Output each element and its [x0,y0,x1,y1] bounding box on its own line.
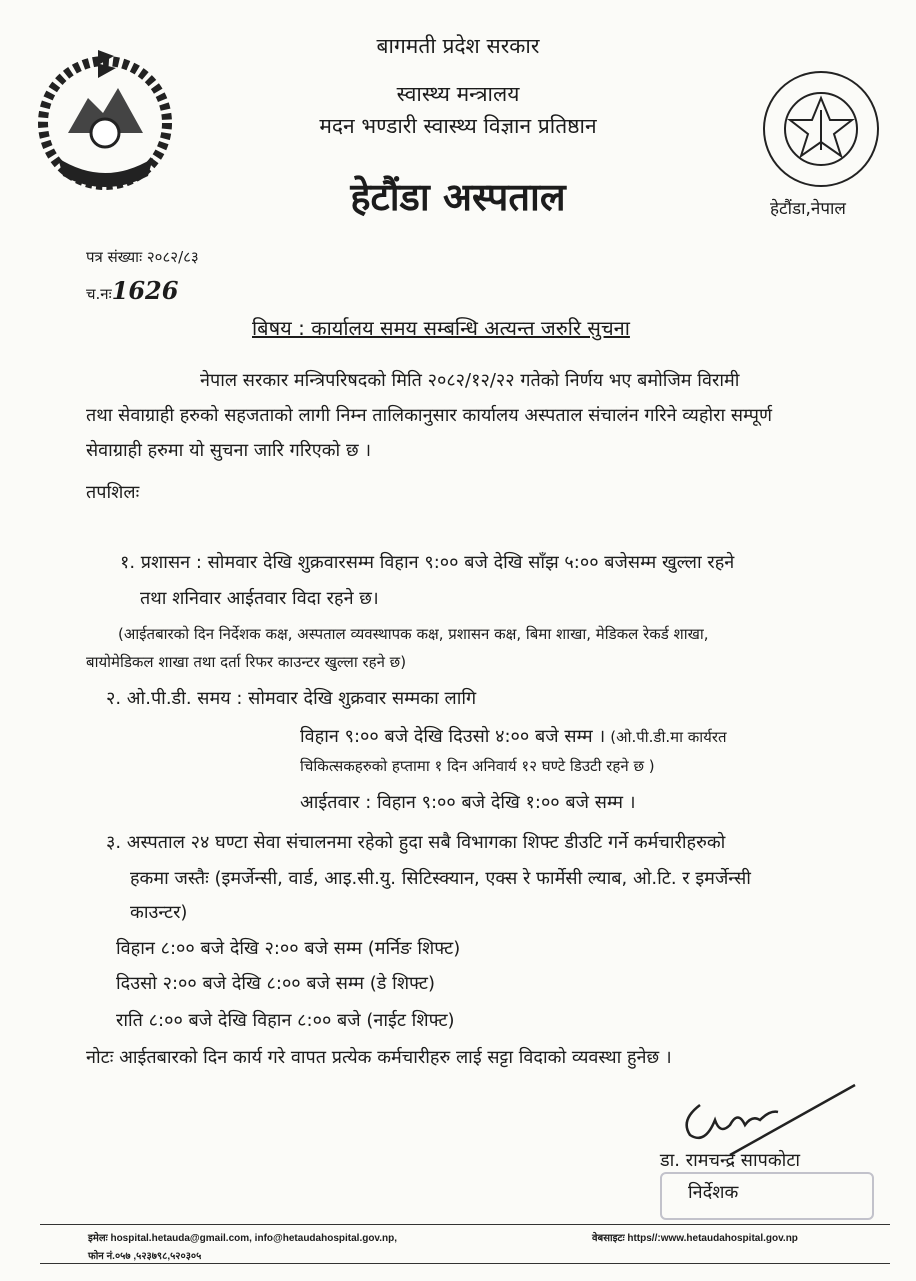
item3-line: हकमा जस्तैः (इमर्जेन्सी, वार्ड, आइ.सी.यु. सिटिस्क्यान, एक्स रे फार्मेसी ल्याब, ओ.टि. र इमर्जेन्सी [130,868,751,889]
opd-weekday-hours: विहान ९:०० बजे देखि दिउसो ४:०० बजे सम्म । [300,726,606,747]
item2-heading: २. ओ.पी.डी. समय : सोमवार देखि शुक्रवार सम्मका लागि [106,688,477,709]
body-para-line: नेपाल सरकार मन्त्रिपरिषदको मिति २०८२/१२/२२ गतेको निर्णय भए बमोजिम विरामी [200,370,740,391]
signatory-name: डा. रामचन्द्र सापकोटा [660,1150,801,1171]
body-para-line: सेवाग्राही हरुमा यो सुचना जारि गरिएको छ । [86,440,372,461]
shift-night: राति ८:०० बजे देखि विहान ८:०० बजे (नाईट शिफ्ट) [116,1010,455,1031]
item3-line: काउन्टर) [130,902,188,923]
opd-note-cont: चिकित्सकहरुको हप्तामा १ दिन अनिवार्य १२ घण्टे डिउटी रहने छ ) [300,757,655,775]
dispatch-handwritten: 1626 [111,276,179,305]
opd-note: (ओ.पी.डी.मा कार्यरत [610,728,727,746]
academy-name: मदन भण्डारी स्वास्थ्य विज्ञान प्रतिष्ठान [319,114,597,138]
shift-morning: विहान ८:०० बजे देखि २:०० बजे सम्म (मर्निङ शिफ्ट) [116,938,461,959]
seal-caption: हेटौंडा,नेपाल [770,199,846,219]
item1-note: बायोमेडिकल शाखा तथा दर्ता रिफर काउन्टर खुल्ला रहने छ) [86,653,407,671]
subject-heading: बिषय : कार्यालय समय सम्बन्धि अत्यन्त जरुरि सुचना [252,316,630,340]
footer-website: वेबसाइटः https//:www.hetaudahospital.gov.np [592,1233,798,1244]
note-line: नोटः आईतबारको दिन कार्य गरे वापत प्रत्येक कर्मचारीहरु लाई सट्टा विदाको व्यवस्था हुनेछ । [86,1047,672,1068]
opd-hours [300,724,727,748]
shift-day: दिउसो २:०० बजे देखि ८:०० बजे सम्म (डे शिफ्ट) [116,973,436,994]
footer-rule-top [40,1224,890,1225]
item1-note: (आईतबारको दिन निर्देशक कक्ष, अस्पताल व्यवस्थापक कक्ष, प्रशासन कक्ष, बिमा शाखा, मेडिकल रेकर्ड शाखा, [118,625,709,643]
dispatch-label: च.नः [86,285,112,303]
signatory-designation: निर्देशक [688,1182,739,1203]
item1-line: तथा शनिवार आईतवार विदा रहने छ। [140,588,379,609]
item3-line: ३. अस्पताल २४ घण्टा सेवा संचालनमा रहेको हुदा सबै विभागका शिफ्ट डीउटि गर्ने कर्मचारीहरुको [106,832,726,853]
details-label: तपशिलः [86,482,140,503]
letter-number: पत्र संख्याः २०८२/८३ [86,248,199,266]
footer-rule-bottom [40,1263,890,1264]
ministry-name: स्वास्थ्य मन्त्रालय [396,82,520,106]
opd-sunday-hours: आईतवार : विहान ९:०० बजे देखि १:०० बजे सम्म । [300,792,636,813]
dispatch-number [86,276,178,305]
hospital-title: हेटौंडा अस्पताल [350,175,566,219]
item1-line: १. प्रशासन : सोमवार देखि शुक्रवारसम्म विहान ९:०० बजे देखि साँझ ५:०० बजेसम्म खुल्ला रहने [120,552,735,573]
body-para-line: तथा सेवाग्राही हरुको सहजताको लागी निम्न तालिकानुसार कार्यालय अस्पताल संचालंन गरिने व्यहोरा सम्पूर्ण [86,405,773,426]
province-government: बागमती प्रदेश सरकार [376,34,540,58]
footer-phone: फोन नं.०५७ ,५२३७९८,५२०३०५ [88,1251,202,1262]
footer-email: इमेलः hospital.hetauda@gmail.com, info@hetaudahospital.gov.np, [88,1233,398,1244]
